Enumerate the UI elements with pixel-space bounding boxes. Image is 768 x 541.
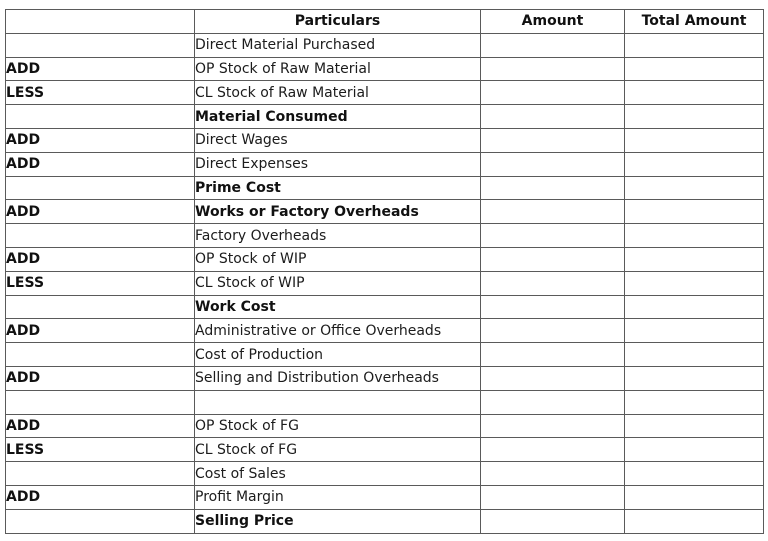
table-row xyxy=(6,81,764,105)
table-row xyxy=(6,485,764,509)
table-row xyxy=(6,295,764,319)
header-row xyxy=(6,10,764,34)
row-amount-cell xyxy=(481,295,625,319)
row-operation-label: ADD xyxy=(6,152,195,176)
row-amount-cell xyxy=(481,343,625,367)
row-operation-label xyxy=(6,105,195,129)
row-total-amount-cell xyxy=(625,509,764,533)
row-total-amount-cell xyxy=(625,462,764,486)
row-amount-cell xyxy=(481,33,625,57)
row-total-amount-cell xyxy=(625,485,764,509)
row-particular: Administrative or Office Overheads xyxy=(195,319,481,343)
row-amount-cell xyxy=(481,462,625,486)
table-row xyxy=(6,271,764,295)
row-amount-cell xyxy=(481,57,625,81)
table-row xyxy=(6,57,764,81)
table-row xyxy=(6,414,764,438)
row-total-amount-cell xyxy=(625,343,764,367)
row-operation-label: ADD xyxy=(6,485,195,509)
row-total-amount-cell xyxy=(625,271,764,295)
row-amount-cell xyxy=(481,176,625,200)
row-operation-label xyxy=(6,295,195,319)
row-particular: CL Stock of Raw Material xyxy=(195,81,481,105)
table-row xyxy=(6,247,764,271)
row-particular: Factory Overheads xyxy=(195,224,481,248)
row-amount-cell xyxy=(481,224,625,248)
table-row xyxy=(6,33,764,57)
header-label-column xyxy=(6,10,195,34)
row-operation-label xyxy=(6,462,195,486)
row-total-amount-cell xyxy=(625,224,764,248)
row-particular: CL Stock of WIP xyxy=(195,271,481,295)
row-total-amount-cell xyxy=(625,152,764,176)
row-operation-label: LESS xyxy=(6,81,195,105)
row-amount-cell xyxy=(481,485,625,509)
table-row xyxy=(6,224,764,248)
row-particular: OP Stock of Raw Material xyxy=(195,57,481,81)
row-particular: Profit Margin xyxy=(195,485,481,509)
row-particular xyxy=(195,390,481,414)
row-particular: Cost of Sales xyxy=(195,462,481,486)
row-particular: OP Stock of FG xyxy=(195,414,481,438)
header-amount: Amount xyxy=(481,10,625,34)
row-total-amount-cell xyxy=(625,81,764,105)
row-amount-cell xyxy=(481,200,625,224)
row-particular: Direct Material Purchased xyxy=(195,33,481,57)
row-amount-cell xyxy=(481,152,625,176)
row-total-amount-cell xyxy=(625,105,764,129)
table-row xyxy=(6,105,764,129)
row-total-amount-cell xyxy=(625,200,764,224)
table-row xyxy=(6,366,764,390)
row-total-amount-cell xyxy=(625,319,764,343)
row-particular: Work Cost xyxy=(195,295,481,319)
row-particular: CL Stock of FG xyxy=(195,438,481,462)
row-particular: OP Stock of WIP xyxy=(195,247,481,271)
table-body xyxy=(6,33,764,533)
cost-sheet-container xyxy=(5,9,763,533)
row-operation-label xyxy=(6,176,195,200)
row-operation-label: ADD xyxy=(6,200,195,224)
row-operation-label: ADD xyxy=(6,319,195,343)
row-total-amount-cell xyxy=(625,414,764,438)
row-operation-label xyxy=(6,390,195,414)
row-amount-cell xyxy=(481,414,625,438)
table-row xyxy=(6,319,764,343)
table-row xyxy=(6,176,764,200)
table-row xyxy=(6,152,764,176)
row-operation-label xyxy=(6,224,195,248)
row-operation-label: LESS xyxy=(6,271,195,295)
row-amount-cell xyxy=(481,319,625,343)
row-total-amount-cell xyxy=(625,438,764,462)
table-row xyxy=(6,343,764,367)
table-row xyxy=(6,128,764,152)
cost-sheet-table xyxy=(5,9,764,534)
table-row xyxy=(6,462,764,486)
row-amount-cell xyxy=(481,390,625,414)
row-total-amount-cell xyxy=(625,390,764,414)
row-operation-label: ADD xyxy=(6,128,195,152)
row-total-amount-cell xyxy=(625,57,764,81)
row-operation-label xyxy=(6,343,195,367)
row-particular: Selling Price xyxy=(195,509,481,533)
row-particular: Direct Expenses xyxy=(195,152,481,176)
row-particular: Works or Factory Overheads xyxy=(195,200,481,224)
row-amount-cell xyxy=(481,105,625,129)
row-operation-label: ADD xyxy=(6,57,195,81)
row-particular: Direct Wages xyxy=(195,128,481,152)
row-amount-cell xyxy=(481,271,625,295)
row-total-amount-cell xyxy=(625,33,764,57)
row-operation-label: ADD xyxy=(6,414,195,438)
row-operation-label xyxy=(6,33,195,57)
row-particular: Prime Cost xyxy=(195,176,481,200)
row-total-amount-cell xyxy=(625,176,764,200)
header-particulars: Particulars xyxy=(195,10,481,34)
row-amount-cell xyxy=(481,128,625,152)
row-amount-cell xyxy=(481,81,625,105)
row-operation-label: ADD xyxy=(6,247,195,271)
row-amount-cell xyxy=(481,509,625,533)
row-particular: Selling and Distribution Overheads xyxy=(195,366,481,390)
row-particular: Material Consumed xyxy=(195,105,481,129)
table-row xyxy=(6,438,764,462)
row-total-amount-cell xyxy=(625,366,764,390)
table-row xyxy=(6,390,764,414)
row-total-amount-cell xyxy=(625,128,764,152)
row-amount-cell xyxy=(481,247,625,271)
row-operation-label: ADD xyxy=(6,366,195,390)
row-amount-cell xyxy=(481,366,625,390)
row-total-amount-cell xyxy=(625,295,764,319)
table-row xyxy=(6,509,764,533)
row-total-amount-cell xyxy=(625,247,764,271)
table-row xyxy=(6,200,764,224)
row-amount-cell xyxy=(481,438,625,462)
header-total-amount: Total Amount xyxy=(625,10,764,34)
row-particular: Cost of Production xyxy=(195,343,481,367)
row-operation-label: LESS xyxy=(6,438,195,462)
row-operation-label xyxy=(6,509,195,533)
